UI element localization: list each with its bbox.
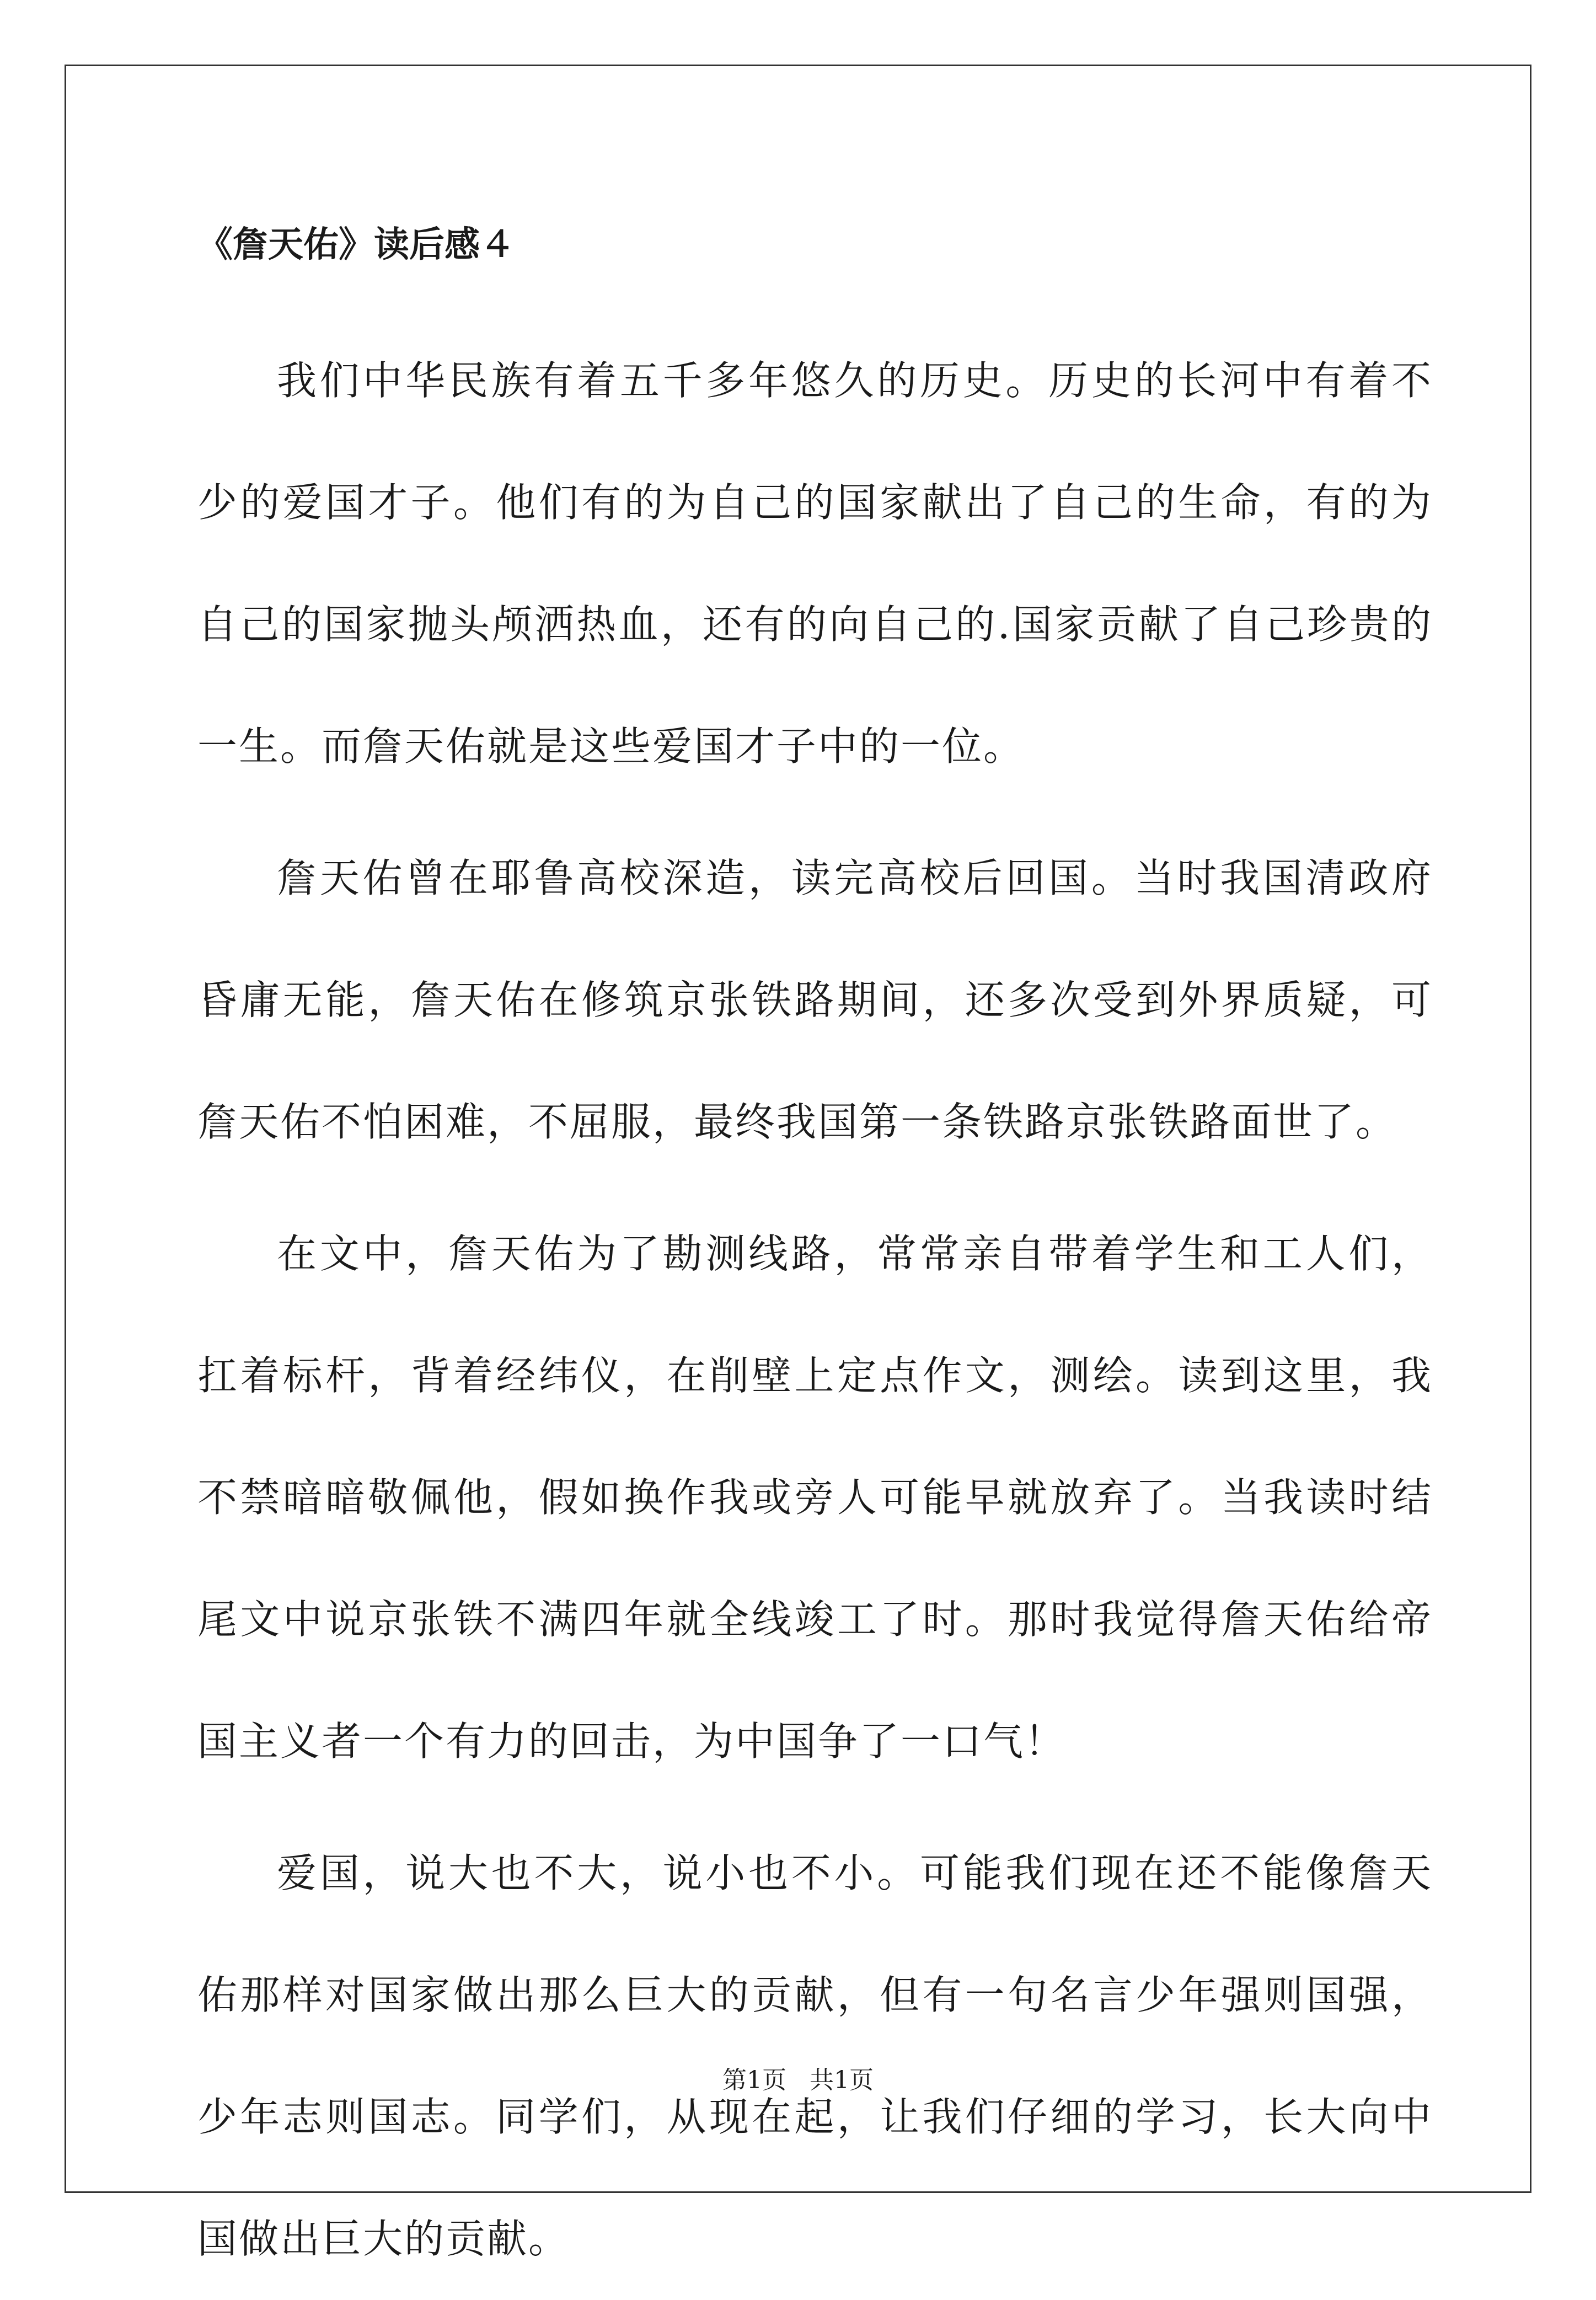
paragraph-2: 詹天佑曾在耶鲁高校深造，读完高校后回国。当时我国清政府昏庸无能，詹天佑在修筑京张铁路期间，还多次受到外界质疑，可詹天佑不怕困难，不屈服，最终我国第一条铁路京张铁路面世了。 bbox=[197, 855, 1433, 1145]
document-body bbox=[197, 221, 1433, 2300]
paragraph-3: 在文中，詹天佑为了勘测线路，常常亲自带着学生和工人们，扛着标杆，背着经纬仪，在削壁上定点作文，测绘。读到这里，我不禁暗暗敬佩他，假如换作我或旁人可能早就放弃了。当我读时结尾文中说京张铁不满四年就全线竣工了时。那时我觉得詹天佑给帝国主义者一个有力的回击，为中国争了一口气！ bbox=[197, 1231, 1433, 1764]
page-footer: 第1页 共1页 bbox=[722, 2066, 874, 2094]
document-title: 《詹天佑》读后感４ bbox=[197, 224, 515, 265]
paragraph-4: 爱国，说大也不大，说小也不小。可能我们现在还不能像詹天佑那样对国家做出那么巨大的贡献，但有一句名言少年强则国强，少年志则国志。同学们，从现在起，让我们仔细的学习，长大向中国做出巨大的贡献。 bbox=[197, 1850, 1433, 2262]
paragraph-1: 我们中华民族有着五千多年悠久的历史。历史的长河中有着不少的爱国才子。他们有的为自己的国家献出了自己的生命，有的为自己的国家抛头颅洒热血，还有的向自己的.国家贡献了自己珍贵的一生。而詹天佑就是这些爱国才子中的一位。 bbox=[197, 357, 1433, 769]
